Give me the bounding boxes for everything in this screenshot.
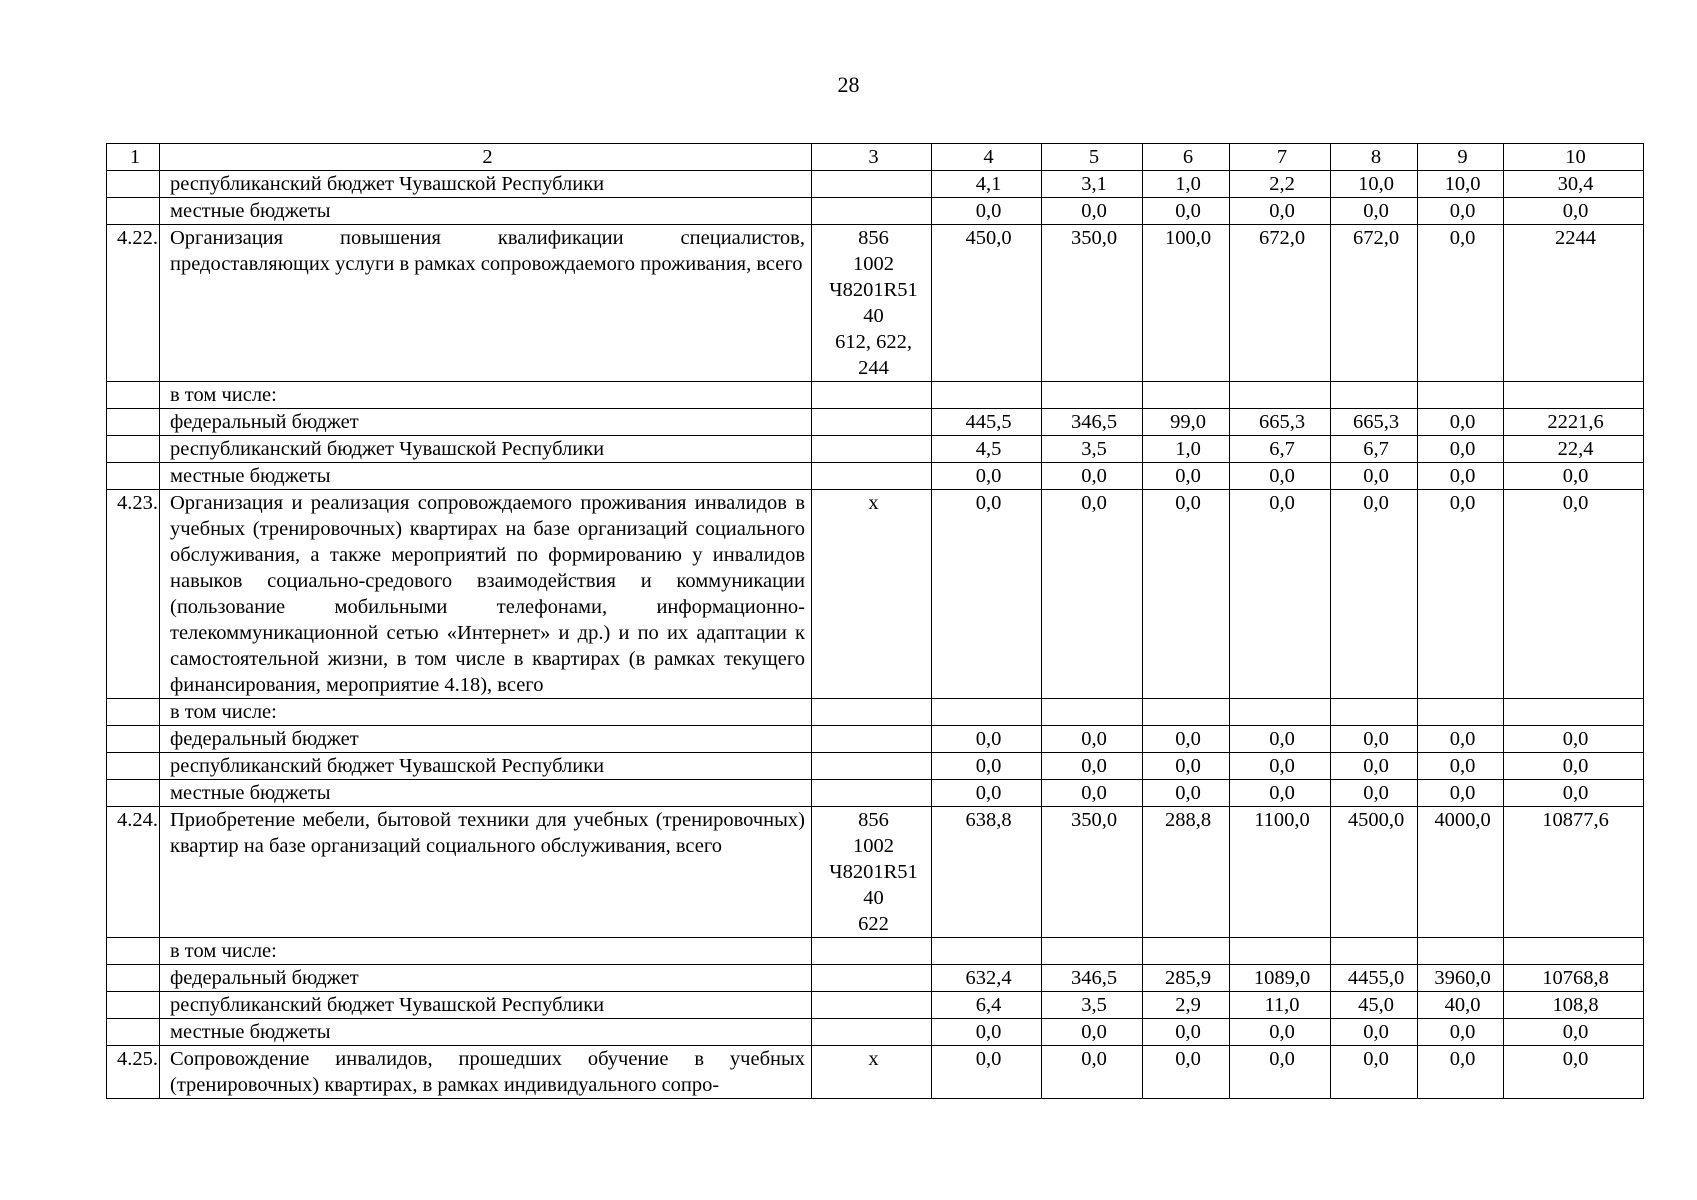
value-cell: 108,8: [1504, 992, 1644, 1019]
value-cell: [1504, 938, 1644, 965]
budget-code: [812, 938, 932, 965]
value-cell: 0,0: [932, 1046, 1042, 1099]
value-cell: 0,0: [932, 198, 1042, 225]
item-name: республиканский бюджет Чувашской Республики: [160, 753, 812, 780]
value-cell: [1504, 382, 1644, 409]
table-row: [107, 1019, 1644, 1046]
item-number: [107, 198, 160, 225]
value-cell: 0,0: [1504, 1019, 1644, 1046]
item-number: 4.22.: [107, 225, 160, 382]
table-row: [107, 225, 1644, 382]
value-cell: 665,3: [1230, 409, 1331, 436]
budget-code: [812, 726, 932, 753]
value-cell: 0,0: [1418, 490, 1504, 699]
value-cell: 0,0: [1143, 753, 1230, 780]
header-cell: 8: [1331, 144, 1418, 171]
item-name: федеральный бюджет: [160, 409, 812, 436]
value-cell: 0,0: [1143, 463, 1230, 490]
table-row: [107, 198, 1644, 225]
value-cell: 0,0: [1331, 780, 1418, 807]
value-cell: 0,0: [1418, 753, 1504, 780]
value-cell: 99,0: [1143, 409, 1230, 436]
table-row: [107, 490, 1644, 699]
item-name: республиканский бюджет Чувашской Республики: [160, 436, 812, 463]
item-number: [107, 753, 160, 780]
item-name: местные бюджеты: [160, 780, 812, 807]
budget-code: [812, 436, 932, 463]
item-number: [107, 436, 160, 463]
value-cell: [1418, 699, 1504, 726]
value-cell: 0,0: [932, 490, 1042, 699]
value-cell: 0,0: [932, 1019, 1042, 1046]
item-name: Организация повышения квалификации специалистов, предоставляющих услуги в рамках сопровождаемого проживания, всего: [160, 225, 812, 382]
item-number: [107, 463, 160, 490]
value-cell: 0,0: [1331, 753, 1418, 780]
budget-code: [812, 753, 932, 780]
value-cell: 0,0: [1042, 753, 1143, 780]
value-cell: 0,0: [1230, 753, 1331, 780]
table-row: [107, 699, 1644, 726]
value-cell: 346,5: [1042, 965, 1143, 992]
item-number: [107, 780, 160, 807]
value-cell: 0,0: [1143, 780, 1230, 807]
value-cell: 0,0: [1042, 198, 1143, 225]
item-name: в том числе:: [160, 938, 812, 965]
value-cell: 40,0: [1418, 992, 1504, 1019]
value-cell: [932, 938, 1042, 965]
table-row: [107, 938, 1644, 965]
value-cell: 2244: [1504, 225, 1644, 382]
value-cell: 3960,0: [1418, 965, 1504, 992]
table-row: [107, 726, 1644, 753]
value-cell: 0,0: [1418, 1019, 1504, 1046]
value-cell: 0,0: [1504, 490, 1644, 699]
table-row: [107, 171, 1644, 198]
header-row: [107, 144, 1644, 171]
value-cell: [1143, 938, 1230, 965]
value-cell: 288,8: [1143, 807, 1230, 938]
value-cell: [1042, 699, 1143, 726]
table-row: [107, 409, 1644, 436]
budget-code: [812, 463, 932, 490]
value-cell: 0,0: [1042, 463, 1143, 490]
value-cell: 2221,6: [1504, 409, 1644, 436]
value-cell: 0,0: [1418, 225, 1504, 382]
item-number: 4.24.: [107, 807, 160, 938]
value-cell: 0,0: [1230, 780, 1331, 807]
value-cell: [932, 699, 1042, 726]
item-name: местные бюджеты: [160, 1019, 812, 1046]
table-row: [107, 1046, 1644, 1099]
budget-code: [812, 382, 932, 409]
value-cell: 0,0: [1418, 726, 1504, 753]
table-row: [107, 965, 1644, 992]
value-cell: 0,0: [1230, 463, 1331, 490]
value-cell: 4000,0: [1418, 807, 1504, 938]
table-row: [107, 807, 1644, 938]
item-name: местные бюджеты: [160, 198, 812, 225]
value-cell: [1504, 699, 1644, 726]
value-cell: 0,0: [1042, 1046, 1143, 1099]
budget-code: [812, 198, 932, 225]
table-row: [107, 780, 1644, 807]
value-cell: 0,0: [1504, 463, 1644, 490]
value-cell: 0,0: [1331, 1019, 1418, 1046]
budget-code: х: [812, 1046, 932, 1099]
value-cell: 0,0: [932, 753, 1042, 780]
value-cell: 3,5: [1042, 436, 1143, 463]
value-cell: 0,0: [1143, 726, 1230, 753]
item-number: [107, 382, 160, 409]
value-cell: 665,3: [1331, 409, 1418, 436]
budget-table: [106, 143, 1644, 1099]
table-row: [107, 382, 1644, 409]
value-cell: 0,0: [1042, 726, 1143, 753]
value-cell: 6,7: [1331, 436, 1418, 463]
value-cell: 0,0: [1418, 436, 1504, 463]
item-number: [107, 992, 160, 1019]
value-cell: 0,0: [1504, 753, 1644, 780]
value-cell: 0,0: [1230, 1046, 1331, 1099]
value-cell: 445,5: [932, 409, 1042, 436]
budget-code: 856 1002 Ч8201R51 40 622: [812, 807, 932, 938]
item-number: [107, 1019, 160, 1046]
value-cell: 2,2: [1230, 171, 1331, 198]
value-cell: 4,5: [932, 436, 1042, 463]
table-row: [107, 992, 1644, 1019]
budget-code: [812, 699, 932, 726]
value-cell: 0,0: [1331, 463, 1418, 490]
header-cell: 9: [1418, 144, 1504, 171]
value-cell: [932, 382, 1042, 409]
value-cell: 10877,6: [1504, 807, 1644, 938]
item-number: [107, 726, 160, 753]
value-cell: 0,0: [1143, 1046, 1230, 1099]
value-cell: [1143, 382, 1230, 409]
value-cell: [1331, 699, 1418, 726]
value-cell: 0,0: [932, 463, 1042, 490]
value-cell: 0,0: [1418, 198, 1504, 225]
value-cell: [1230, 699, 1331, 726]
item-name: республиканский бюджет Чувашской Республики: [160, 171, 812, 198]
item-number: [107, 171, 160, 198]
page-number: 28: [837, 72, 860, 97]
value-cell: 4500,0: [1331, 807, 1418, 938]
budget-code: [812, 1019, 932, 1046]
value-cell: 0,0: [1504, 780, 1644, 807]
item-name: Сопровождение инвалидов, прошедших обучение в учебных (тренировочных) квартирах, в рамках индивидуального сопро-: [160, 1046, 812, 1099]
value-cell: 0,0: [1143, 1019, 1230, 1046]
header-cell: 2: [160, 144, 812, 171]
value-cell: 100,0: [1143, 225, 1230, 382]
value-cell: 0,0: [1042, 780, 1143, 807]
value-cell: 6,7: [1230, 436, 1331, 463]
item-number: 4.25.: [107, 1046, 160, 1099]
value-cell: 0,0: [1331, 198, 1418, 225]
value-cell: 0,0: [1418, 463, 1504, 490]
value-cell: 10768,8: [1504, 965, 1644, 992]
header-cell: 5: [1042, 144, 1143, 171]
value-cell: 346,5: [1042, 409, 1143, 436]
budget-code: 856 1002 Ч8201R51 40 612, 622, 244: [812, 225, 932, 382]
value-cell: 0,0: [1504, 726, 1644, 753]
item-name: Приобретение мебели, бытовой техники для учебных (тренировочных) квартир на базе организаций социального обслуживания, всего: [160, 807, 812, 938]
item-name: федеральный бюджет: [160, 965, 812, 992]
value-cell: [1418, 382, 1504, 409]
value-cell: 0,0: [1042, 490, 1143, 699]
value-cell: [1331, 938, 1418, 965]
value-cell: 45,0: [1331, 992, 1418, 1019]
value-cell: [1230, 382, 1331, 409]
item-number: [107, 965, 160, 992]
header-cell: 4: [932, 144, 1042, 171]
value-cell: 3,5: [1042, 992, 1143, 1019]
item-name: федеральный бюджет: [160, 726, 812, 753]
value-cell: [1418, 938, 1504, 965]
value-cell: 10,0: [1331, 171, 1418, 198]
value-cell: 2,9: [1143, 992, 1230, 1019]
budget-code: [812, 965, 932, 992]
item-number: [107, 938, 160, 965]
header-cell: 3: [812, 144, 932, 171]
value-cell: 0,0: [1143, 490, 1230, 699]
value-cell: 672,0: [1230, 225, 1331, 382]
value-cell: 0,0: [1504, 198, 1644, 225]
value-cell: 0,0: [1331, 490, 1418, 699]
header-cell: 10: [1504, 144, 1644, 171]
value-cell: 0,0: [1418, 1046, 1504, 1099]
value-cell: 22,4: [1504, 436, 1644, 463]
value-cell: 285,9: [1143, 965, 1230, 992]
value-cell: 0,0: [1143, 198, 1230, 225]
value-cell: [1042, 382, 1143, 409]
value-cell: 0,0: [1042, 1019, 1143, 1046]
item-number: [107, 699, 160, 726]
value-cell: 30,4: [1504, 171, 1644, 198]
header-cell: 7: [1230, 144, 1331, 171]
value-cell: 632,4: [932, 965, 1042, 992]
value-cell: 0,0: [1331, 1046, 1418, 1099]
value-cell: 0,0: [932, 780, 1042, 807]
value-cell: 672,0: [1331, 225, 1418, 382]
value-cell: 350,0: [1042, 225, 1143, 382]
value-cell: 0,0: [1230, 198, 1331, 225]
budget-code: [812, 171, 932, 198]
value-cell: 1089,0: [1230, 965, 1331, 992]
item-name: Организация и реализация сопровождаемого проживания инвалидов в учебных (тренировочных) квартирах на базе организаций социального обслуживания, а также мероприятий по формированию у инвалидов навыков социально-средового взаимодействия и коммуникации (пользование мобильными телефонами, информационно-телекоммуникационной сетью «Интернет» и др.) и по их адаптации к самостоятельной жизни, в том числе в квартирах (в рамках текущего финансирования, мероприятие 4.18), всего: [160, 490, 812, 699]
item-name: местные бюджеты: [160, 463, 812, 490]
table-row: [107, 463, 1644, 490]
header-cell: 1: [107, 144, 160, 171]
value-cell: 0,0: [1230, 726, 1331, 753]
value-cell: 0,0: [1331, 726, 1418, 753]
value-cell: 3,1: [1042, 171, 1143, 198]
value-cell: 0,0: [1230, 1019, 1331, 1046]
header-cell: 6: [1143, 144, 1230, 171]
value-cell: 1100,0: [1230, 807, 1331, 938]
value-cell: [1331, 382, 1418, 409]
value-cell: 638,8: [932, 807, 1042, 938]
value-cell: 1,0: [1143, 436, 1230, 463]
value-cell: 350,0: [1042, 807, 1143, 938]
value-cell: 11,0: [1230, 992, 1331, 1019]
budget-code: [812, 992, 932, 1019]
budget-code: х: [812, 490, 932, 699]
value-cell: [1143, 699, 1230, 726]
value-cell: [1230, 938, 1331, 965]
item-name: в том числе:: [160, 382, 812, 409]
value-cell: 0,0: [932, 726, 1042, 753]
value-cell: 1,0: [1143, 171, 1230, 198]
table-row: [107, 753, 1644, 780]
value-cell: 4,1: [932, 171, 1042, 198]
value-cell: 0,0: [1230, 490, 1331, 699]
value-cell: 0,0: [1418, 780, 1504, 807]
value-cell: 4455,0: [1331, 965, 1418, 992]
value-cell: 6,4: [932, 992, 1042, 1019]
item-number: [107, 409, 160, 436]
item-name: республиканский бюджет Чувашской Республики: [160, 992, 812, 1019]
budget-code: [812, 409, 932, 436]
table-row: [107, 436, 1644, 463]
value-cell: 10,0: [1418, 171, 1504, 198]
item-number: 4.23.: [107, 490, 160, 699]
value-cell: 0,0: [1418, 409, 1504, 436]
budget-code: [812, 780, 932, 807]
value-cell: 450,0: [932, 225, 1042, 382]
value-cell: [1042, 938, 1143, 965]
item-name: в том числе:: [160, 699, 812, 726]
value-cell: 0,0: [1504, 1046, 1644, 1099]
